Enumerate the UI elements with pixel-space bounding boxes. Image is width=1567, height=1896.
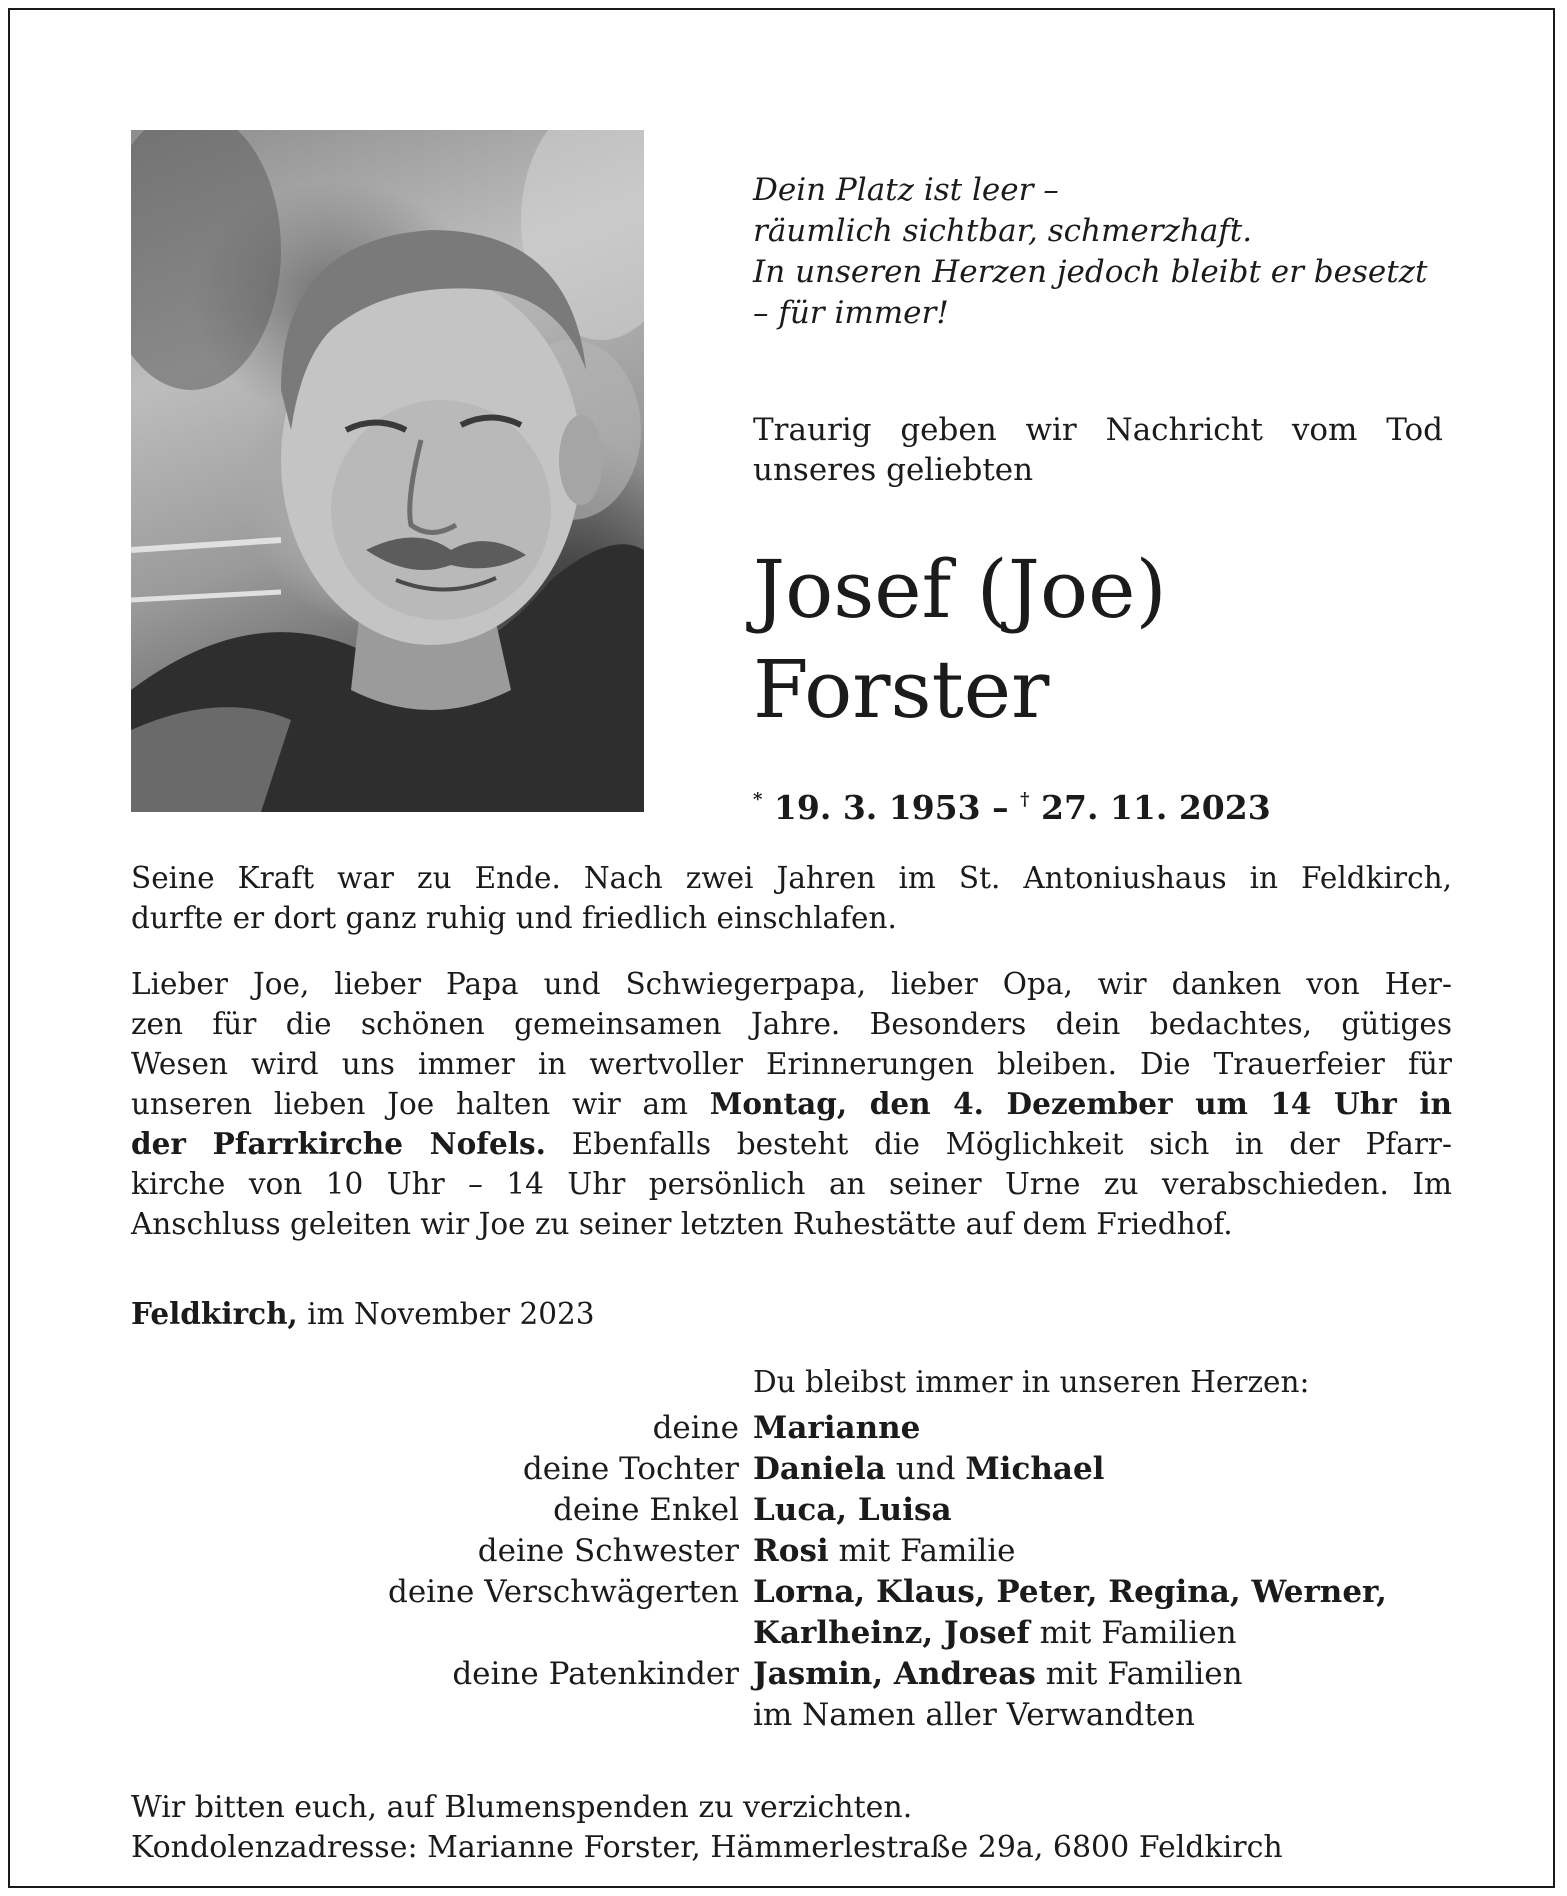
family-names	[753, 1613, 1237, 1654]
family-name: Luca, Luisa	[753, 1492, 952, 1528]
portrait-photo-icon	[131, 130, 644, 812]
family-names	[753, 1654, 1243, 1695]
flowers-request: Wir bitten euch, auf Blumenspenden zu verzichten.	[131, 1790, 913, 1825]
family-row	[131, 1572, 1452, 1613]
quote-line: In unseren Herzen jedoch bleibt er besetzt	[753, 254, 1428, 290]
intro-line: Traurig geben wir Nachricht vom Tod	[753, 412, 1443, 448]
intro-line: unseres geliebten	[753, 452, 1034, 488]
death-symbol: †	[1020, 789, 1030, 810]
relation-label: deine	[652, 1410, 739, 1446]
family-names	[753, 1490, 952, 1531]
relation-label: deine Schwester	[477, 1533, 739, 1569]
memorial-quote	[753, 170, 1453, 334]
quote-line: – für immer!	[753, 295, 949, 331]
family-signoff: Du bleibst immer in unseren Herzen:	[753, 1365, 1310, 1399]
family-name: Daniela	[753, 1451, 886, 1487]
paragraph-text: Ebenfalls besteht die Möglichkeit sich in der Pfarr-	[545, 1127, 1452, 1161]
family-list	[131, 1408, 1452, 1736]
birth-date: 19. 3. 1953	[773, 788, 981, 827]
place-date	[131, 1296, 595, 1331]
family-names	[753, 1408, 920, 1449]
paragraph-passing	[131, 858, 1452, 938]
closing-notes	[131, 1788, 1283, 1868]
family-name: Karlheinz, Josef	[753, 1615, 1030, 1651]
family-row	[131, 1613, 1452, 1654]
condolence-address: Kondolenzadresse: Marianne Forster, Hämmerlestraße 29a, 6800 Feldkirch	[131, 1830, 1283, 1865]
place-month: im November 2023	[297, 1297, 595, 1331]
paragraph-line	[131, 1084, 1452, 1124]
paragraph-text: unseren lieben Joe halten wir am	[131, 1087, 710, 1121]
paragraph-line: Seine Kraft war zu Ende. Nach zwei Jahren im St. Antoniushaus in Feldkirch,	[131, 861, 1452, 895]
relation-label: deine Patenkinder	[452, 1656, 739, 1692]
family-connector: und	[885, 1451, 966, 1487]
family-row	[131, 1490, 1452, 1531]
family-name: Michael	[965, 1451, 1105, 1487]
paragraph-line	[131, 1124, 1452, 1164]
relation-label: deine Tochter	[522, 1451, 739, 1487]
family-names: im Namen aller Verwandten	[753, 1697, 1195, 1733]
life-dates	[753, 788, 1271, 827]
name-line: Josef (Joe)	[753, 543, 1167, 636]
family-row	[131, 1695, 1452, 1736]
date-separator: –	[992, 788, 1009, 827]
deceased-name	[753, 540, 1167, 740]
funeral-location-bold: der Pfarrkirche Nofels.	[131, 1126, 546, 1161]
relation-label: deine Verschwägerten	[387, 1574, 739, 1610]
quote-line: Dein Platz ist leer –	[753, 172, 1059, 208]
paragraph-line: zen für die schönen gemeinsamen Jahre. Besonders dein bedachtes, gütiges	[131, 1007, 1452, 1041]
family-name: Rosi	[753, 1533, 829, 1569]
family-connector: mit Familie	[828, 1533, 1016, 1569]
paragraph-line: Lieber Joe, lieber Papa und Schwiegerpapa, lieber Opa, wir danken von Her-	[131, 967, 1452, 1001]
funeral-date-bold: Montag, den 4. Dezember um 14 Uhr in	[709, 1086, 1452, 1121]
family-name: Lorna, Klaus, Peter, Regina, Werner,	[753, 1574, 1387, 1610]
family-row	[131, 1531, 1452, 1572]
paragraph-line: Wesen wird uns immer in wertvoller Erinnerungen bleiben. Die Trauerfeier für	[131, 1047, 1452, 1081]
family-row	[131, 1449, 1452, 1490]
paragraph-line: kirche von 10 Uhr – 14 Uhr persönlich an seiner Urne zu verabschieden. Im	[131, 1167, 1452, 1201]
announcement-intro	[753, 410, 1443, 490]
quote-line: räumlich sichtbar, schmerzhaft.	[753, 213, 1253, 249]
family-name: Jasmin, Andreas	[753, 1656, 1036, 1692]
family-names	[753, 1449, 1104, 1490]
name-line: Forster	[753, 643, 1050, 736]
family-row	[131, 1408, 1452, 1449]
birth-symbol: *	[753, 789, 763, 810]
family-connector: mit Familien	[1029, 1615, 1237, 1651]
family-names	[753, 1531, 1016, 1572]
place-city: Feldkirch,	[131, 1296, 298, 1331]
relation-label	[131, 1695, 753, 1736]
family-names	[753, 1572, 1387, 1613]
relation-label: deine Enkel	[553, 1492, 739, 1528]
relation-label	[131, 1613, 753, 1654]
obituary-notice	[8, 8, 1555, 1888]
portrait-photo	[131, 130, 644, 812]
paragraph-line: Anschluss geleiten wir Joe zu seiner letzten Ruhestätte auf dem Friedhof.	[131, 1207, 1233, 1241]
paragraph-line: durfte er dort ganz ruhig und friedlich einschlafen.	[131, 901, 897, 935]
family-name: Marianne	[753, 1410, 921, 1446]
family-connector: mit Familien	[1035, 1656, 1243, 1692]
paragraph-funeral	[131, 964, 1452, 1244]
family-row	[131, 1654, 1452, 1695]
death-date: 27. 11. 2023	[1041, 788, 1271, 827]
